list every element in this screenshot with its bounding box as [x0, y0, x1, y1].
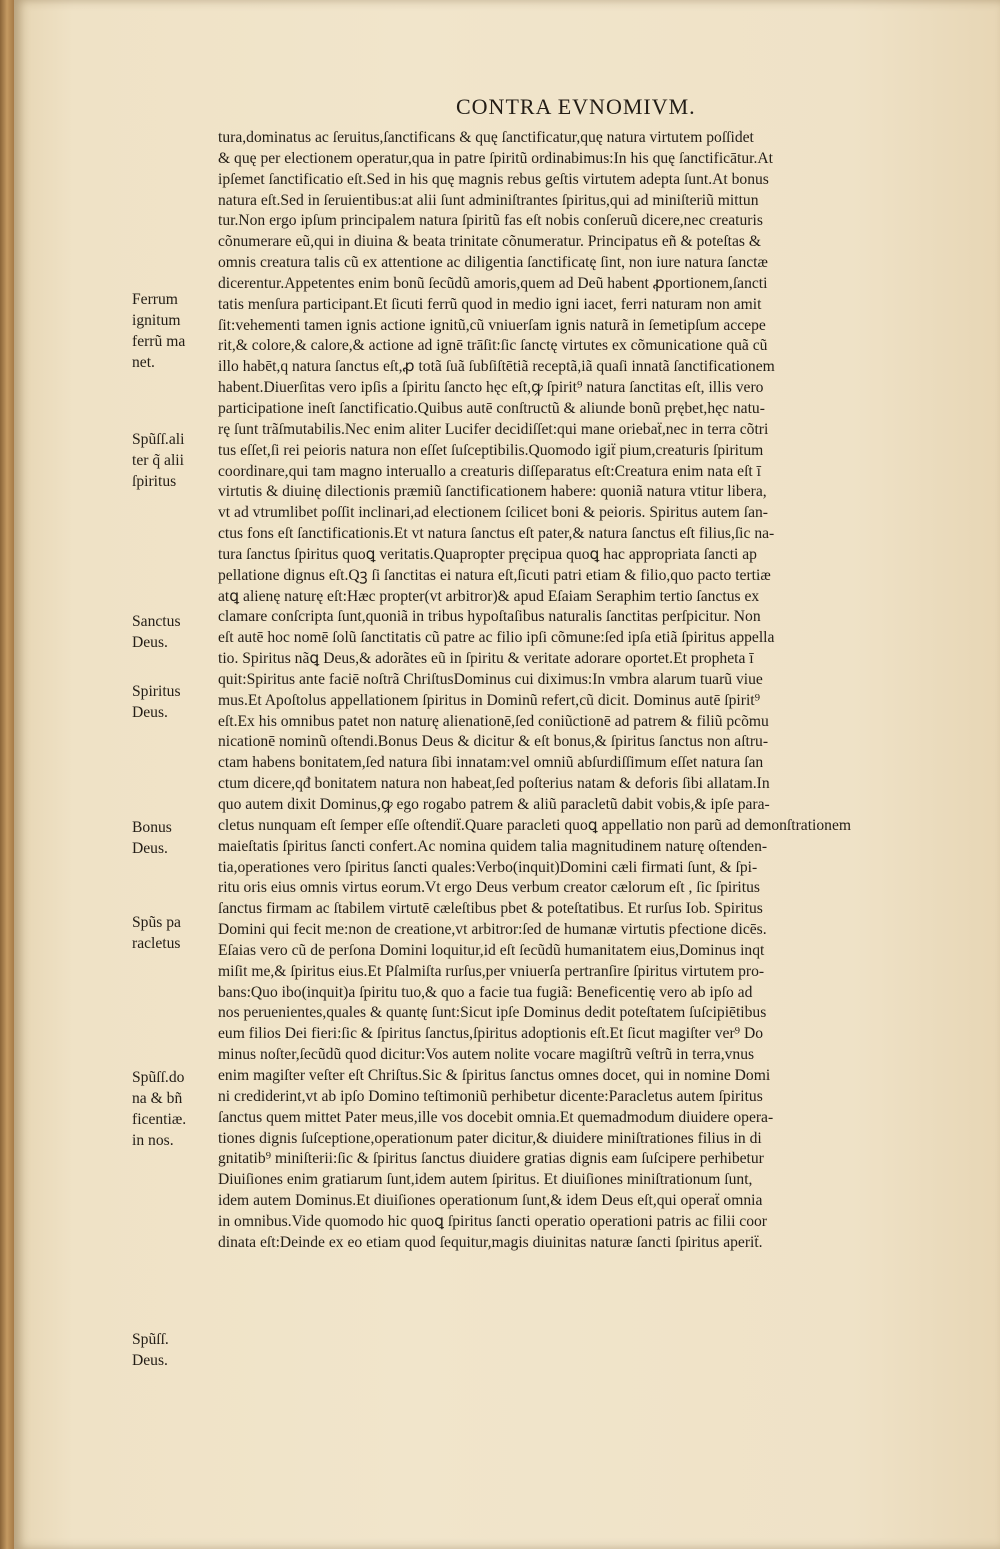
margin-note [132, 818, 218, 860]
text-line: mus.Et Apoſtolus appellationem ſpiritus in Dominũ refert,cũ dicit. Dominus autē ſpirit⁹ [218, 691, 761, 709]
text-line: cletus nunquam eſt ſemper eſſe oſtendiẗ.Quare paracleti quoꝗ appellatio non parũ ad demonſtrationem [218, 816, 852, 834]
text-line: habent.Diuerſitas vero ipſis a ſpiritu ſancto hęc eſt,ꝙ ſpirit⁹ natura ſanctitas eſt, illis vero [218, 379, 764, 397]
margin-note [132, 682, 218, 724]
margin-note-line: ſpiritus [132, 472, 177, 490]
margin-note-line: Deus. [132, 703, 168, 721]
text-line: omnis creatura talis cũ ex attentione ac diligentia ſanctificatę ſint, non iure natura ſanctæ [218, 254, 768, 272]
text-line: eſt autē hoc nomē ſolũ ſanctitatis cũ patre ac filio ipſi cõmune:ſed ipſa etiã ſpiritus appella [218, 629, 775, 647]
margin-note-line: Spũs pa [132, 914, 181, 931]
text-line: rę ſunt trãſmutabilis.Nec enim aliter Lucifer decidiſſet:qui mane oriebaẗ,nec in terra cõtri [218, 420, 769, 438]
margin-note-line: ficentiæ. [132, 1110, 187, 1128]
text-line: quit:Spiritus ante faciē noſtrã ChriſtusDominus cui diximus:In vmbra alarum tuarũ viue [218, 670, 763, 688]
text-line: ritu oris eius omnis virtus eorum.Vt ergo Deus verbum creator cælorum eſt , ſic ſpiritus [218, 879, 760, 897]
text-line: virtutis & diuinę dilectionis præmiũ ſanctificationem habere: quoniã natura vtitur libera, [218, 483, 767, 501]
text-line: tura,dominatus ac ſeruitus,ſanctificans & quę ſanctificatur,quę natura virtutem poſſidet [218, 129, 754, 146]
text-line: natura eſt.Sed in ſeruientibus:at alii ſunt adminiſtrantes ſpiritus,qui ad miniſteriũ mittun [218, 191, 759, 209]
text-line: atꝗ alienę naturę eſt:Hæc propter(vt arbitror)& apud Eſaiam Seraphim tertio ſanctus ex [218, 587, 760, 605]
text-line: & quę per electionem operatur,qua in patre ſpiritũ ordinabimus:In his quę ſanctificātur.At [218, 149, 773, 167]
margin-note-line: Deus. [132, 839, 168, 857]
margin-note-line: Ferrum [132, 291, 178, 308]
body-text [218, 128, 978, 1254]
text-line: enim magiſter veſter eſt Chriſtus.Sic & ſpiritus ſanctus omnes docet, qui in nomine Domi [218, 1066, 771, 1084]
text-line: ni crediderint,vt ab ipſo Domino teſtimoniũ perhibetur dicente:Paracletus autem ſpiritus [218, 1087, 763, 1105]
text-line: vt ad vtrumlibet poſſit inclinari,ad electionem ſcilicet boni & peioris. Spiritus autem ſan- [218, 504, 768, 522]
text-line: ctus fons eſt ſanctificationis.Et vt natura ſanctus eſt pater,& natura ſanctus eſt filius,ſic na- [218, 525, 775, 543]
text-line: tatis menſura participant.Et ſicuti ferrũ quod in medio igni iacet, ferri naturam non amit [218, 295, 762, 313]
text-line: Diuiſiones enim gratiarum ſunt,idem autem ſpiritus. Et diuiſiones miniſtrationum ſunt, [218, 1171, 753, 1189]
text-line: eſt.Ex his omnibus patet non naturę alienationē,ſed coniũctionē ad patrem & filiũ pcõmu [218, 712, 769, 730]
text-line: pellatione dignus eſt.Qꝫ ſi ſanctitas ei natura eſt,ſicuti patri etiam & filio,quo pacto tertiæ [218, 566, 771, 584]
text-line: ipſemet ſanctificatio eſt.Sed in his quę magnis rebus geſtis virtutem adepta ſunt.At bonus [218, 170, 769, 188]
text-line: in omnibus.Vide quomodo hic quoꝗ ſpiritus ſancti operatio operationi patris ac filii coor [218, 1212, 768, 1230]
text-line: miſit me,& ſpiritus eius.Et Pſalmiſta rurſus,per vniuerſa pertranſire ſpiritus virtutem pro- [218, 962, 765, 980]
running-head: CONTRA EVNOMIVM. [456, 94, 696, 119]
text-line: quo autem dixit Dominus,ꝙ ego rogabo patrem & aliũ paracletũ dabit vobis,& ipſe para- [218, 796, 770, 813]
text-line: Domini qui fecit me:non de creatione,vt arbitror:ſed de humanæ virtutis pfectione dicēs. [218, 921, 767, 939]
text-line: tia,operationes vero ſpiritus ſancti quales:Verbo(inquit)Domini cæli firmati ſunt, & ſpi- [218, 858, 758, 876]
margin-note-line: ignitum [132, 311, 181, 329]
text-line: eum filios Dei fieri:ſic & ſpiritus ſanctus,ſpiritus adoptionis eſt.Et ſicut magiſter ver⁹ Do [218, 1025, 764, 1043]
text-line: Eſaias vero cũ de perſona Domini loquitur,id eſt ſecũdũ humanitatem eius,Dominus inqt [218, 941, 765, 959]
text-line: participatione ineſt ſanctificatio.Quibus autē conſtructũ & aliunde bonũ prębet,hęc natu- [218, 399, 765, 417]
text-line: tura ſanctus ſpiritus quoꝗ veritatis.Quapropter pręcipua quoꝗ hac appropriata ſancti ap [218, 545, 757, 563]
text-line: dinata eſt:Deinde ex eo etiam quod ſequitur,magis diuinitas naturæ ſancti ſpiritus aperiẗ. [218, 1233, 763, 1251]
text-line: gnitatib⁹ miniſterii:ſic & ſpiritus ſanctus diuidere gratias dignis eam ſuſcipere perhibetur [218, 1150, 764, 1168]
text-line: rit,& colore,& calore,& actione ad ignē trāſit:ſic ſanctę virtutes ex cõmunicatione quã cũ [218, 337, 768, 355]
text-line: bans:Quo ibo(inquit)a ſpiritu tuo,& quo a facie tua fugiã: Beneficentię vero ab ipſo ad [218, 983, 753, 1001]
margin-note-line: Bonus [132, 819, 172, 836]
margin-note [132, 1068, 218, 1151]
text-line: tiones dignis ſuſceptione,operationum pater dicitur,& diuidere miniſtrationes filius in di [218, 1129, 762, 1147]
margin-note-line: Spũſſ.do [132, 1069, 185, 1086]
text-line: illo habēt,q natura ſanctus eſt,ꝓ totã ſuã ſubſiſtētiã receptã,iã quaſi innatã ſanctificationem [218, 358, 775, 376]
text-line: tio. Spiritus nãꝗ Deus,& adorãtes eũ in ſpiritu & veritate adorare oportet.Et propheta ī [218, 650, 754, 668]
text-line: idem autem Dominus.Et diuiſiones operationum ſunt,& idem Deus eſt,qui operaẗ omnia [218, 1192, 763, 1210]
margin-note [132, 1330, 218, 1372]
margin-note-line: Spiritus [132, 683, 181, 700]
text-line: cõnumerare eũ,qui in diuina & beata trinitate cõnumeratur. Principatus eñ & poteſtas & [218, 233, 762, 251]
text-line: coordinare,qui tam magno interuallo a creaturis diſſeparatus eſt:Creatura enim nata eſt ī [218, 462, 761, 480]
text-line: minus noſter,ſecũdũ quod dicitur:Vos autem nolite vocare magiſtrũ veſtrũ in terra,vnus [218, 1046, 755, 1064]
margin-note-line: ter q̃ alii [132, 451, 184, 469]
margin-note [132, 913, 218, 955]
text-line: tur.Non ergo ipſum principalem natura ſpiritũ fas eſt nobis conſeruũ dicere,nec creaturis [218, 212, 763, 230]
text-line: ctum dicere,qđ bonitatem natura non habeat,ſed poſterius natam & deforis ſibi allatam.In [218, 775, 770, 793]
text-line: nicationē nominũ oſtendi.Bonus Deus & dicitur & eſt bonus,& ſpiritus ſanctus non aſtru- [218, 733, 769, 751]
book-page [14, 0, 1000, 1549]
margin-note [132, 430, 218, 493]
margin-note-line: net. [132, 353, 155, 371]
margin-note-line: Spũſſ.ali [132, 431, 185, 448]
margin-note-line: Sanctus [132, 613, 181, 630]
text-line: tus eſſet,ſi rei peioris natura non eſſet ſuſceptibilis.Quomodo igiẗ pium,creaturis ſpiritum [218, 441, 764, 459]
text-line: maieſtatis ſpiritus ſancti confert.Ac nomina quidem talia magnitudinem naturę oſtenden- [218, 837, 768, 855]
margin-note-line: racletus [132, 934, 181, 952]
margin-note [132, 612, 218, 654]
text-line: ctam habens bonitatem,ſed natura ſibi innatam:vel omniũ abſurdiſſimum eſſet natura ſan [218, 754, 764, 772]
margin-note-line: Deus. [132, 633, 168, 651]
margin-note-line: ferrũ ma [132, 332, 186, 350]
text-line: clamare conſcripta ſunt,quoniã in tribus hypoſtaſibus naturalis ſanctitas perſpicitur. Non [218, 608, 761, 626]
book-gutter [0, 0, 14, 1549]
margin-note [132, 290, 218, 373]
text-line: ſanctus quem mittet Pater meus,ille vos docebit omnia.Et quemadmodum diuidere opera- [218, 1108, 774, 1126]
text-line: ſit:vehementi tamen ignis actione ignitũ,cũ vniuerſam ignis naturã in ſemetipſum accepe [218, 316, 766, 334]
text-line: dicerentur.Appetentes enim bonũ ſecũdũ amoris,quem ad Deũ habent ꝓportionem,ſancti [218, 274, 768, 292]
margin-note-line: in nos. [132, 1131, 174, 1149]
text-line: nos peruenientes,quales & quantę ſunt:Sicut ipſe Dominus dedit poteſtatem ſuſcipiētibus [218, 1004, 767, 1022]
margin-note-line: Deus. [132, 1351, 168, 1369]
margin-note-line: Spũſſ. [132, 1331, 169, 1348]
margin-note-line: na & bñ [132, 1089, 183, 1107]
text-line: ſanctus firmam ac ſtabilem virtutē cæleſtibus pbet & poteſtatibus. Et rurſus Iob. Spiritus [218, 900, 763, 918]
